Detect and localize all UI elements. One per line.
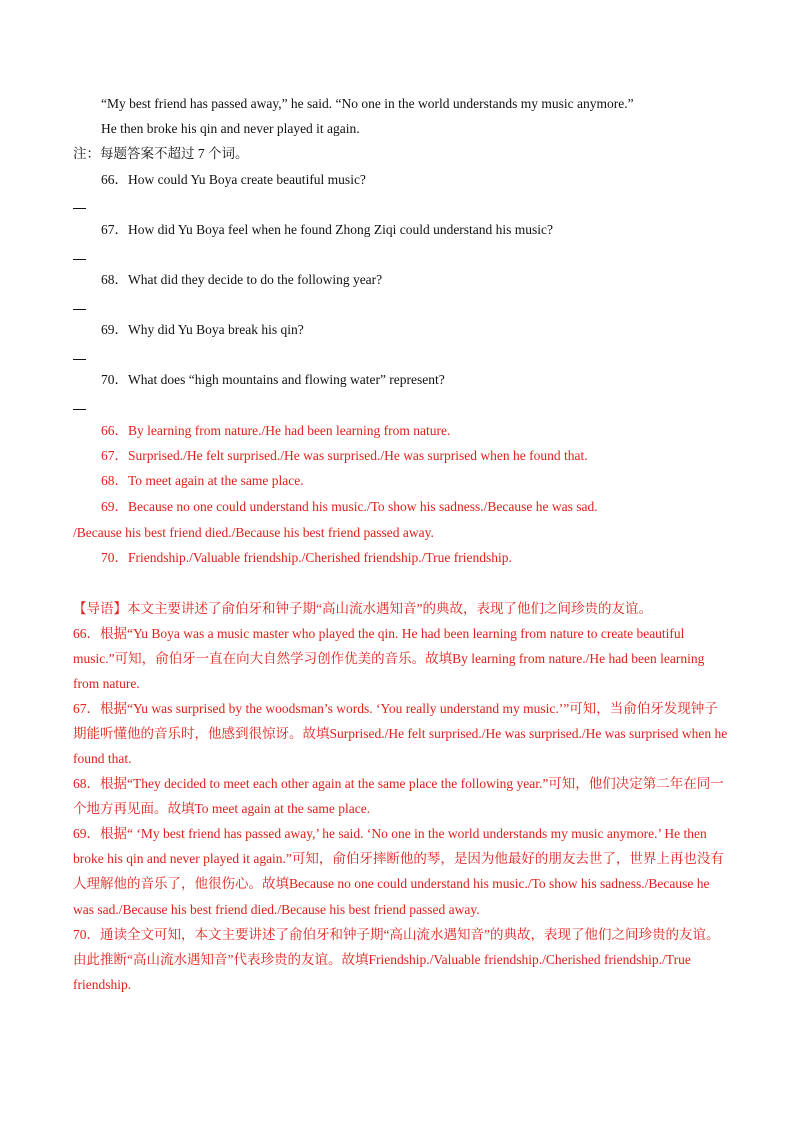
answer-note: 注：每题答案不超过 7 个词。 (73, 146, 249, 161)
answer-69: 69．Because no one could understand his music./To show his sadness./Because he was sad. (101, 499, 598, 514)
question-67: 67．How did Yu Boya feel when he found Zhong Ziqi could understand his music? (101, 222, 554, 237)
answer-66: 66．By learning from nature./He had been learning from nature. (101, 423, 451, 438)
explanation-70: 70．通读全文可知，本文主要讲述了俞伯牙和钟子期“高山流水遇知音”的典故，表现了他们之间珍贵的友谊。由此推断“高山流水遇知音”代表珍贵的友谊。故填Friendship./Valuable friendship./Cherished friendship./True friendship. (73, 927, 720, 993)
answer-70: 70．Friendship./Valuable friendship./Cherished friendship./True friendship. (101, 550, 512, 565)
question-66: 66．How could Yu Boya create beautiful music? (101, 172, 366, 187)
answer-67: 67．Surprised./He felt surprised./He was surprised./He was surprised when he found that. (101, 448, 588, 463)
question-68: 68．What did they decide to do the following year? (101, 272, 383, 287)
answer-blank-69[interactable] (73, 359, 86, 360)
answer-69-continued: /Because his best friend died./Because his best friend passed away. (73, 525, 434, 540)
passage-line-2: He then broke his qin and never played it again. (101, 121, 360, 136)
passage-line-1: “My best friend has passed away,” he said. “No one in the world understands my music anymore.” (101, 96, 634, 111)
answer-blank-67[interactable] (73, 259, 86, 260)
explanation-66: 66．根据“Yu Boya was a music master who played the qin. He had been learning from nature to create beautiful music.”可知，俞伯牙一直在向大自然学习创作优美的音乐。故填By learning from nature./He had been learning from nature. (73, 626, 705, 692)
explanation-intro: 【导语】本文主要讲述了俞伯牙和钟子期“高山流水遇知音”的典故，表现了他们之间珍贵的友谊。 (73, 601, 652, 616)
question-69: 69．Why did Yu Boya break his qin? (101, 322, 304, 337)
answer-blank-66[interactable] (73, 208, 86, 209)
explanation-67: 67．根据“Yu was surprised by the woodsman’s words. ‘You really understand my music.’”可知，当俞伯牙发现钟子期能听懂他的音乐时，他感到很惊讶。故填Surprised./He felt surprised./He was surprised./He was surprised when he found that. (73, 701, 728, 767)
explanation-68: 68．根据“They decided to meet each other again at the same place the following year.”可知，他们决定第二年在同一个地方再见面。故填To meet again at the same place. (73, 776, 724, 817)
answer-68: 68．To meet again at the same place. (101, 473, 304, 488)
question-70: 70．What does “high mountains and flowing water” represent? (101, 372, 445, 387)
answer-blank-70[interactable] (73, 409, 86, 410)
answer-blank-68[interactable] (73, 309, 86, 310)
explanation-69: 69．根据“ ‘My best friend has passed away,’ he said. ‘No one in the world understands my music anymore.’ He then broke his qin and never played it again.”可知，俞伯牙摔断他的琴，是因为他最好的朋友去世了，世界上再也没有人理解他的音乐了，他很伤心。故填Because no one could understand his music./To show his sadness./Because he was sad./Because his best friend died./Because his best friend passed away. (73, 826, 724, 917)
